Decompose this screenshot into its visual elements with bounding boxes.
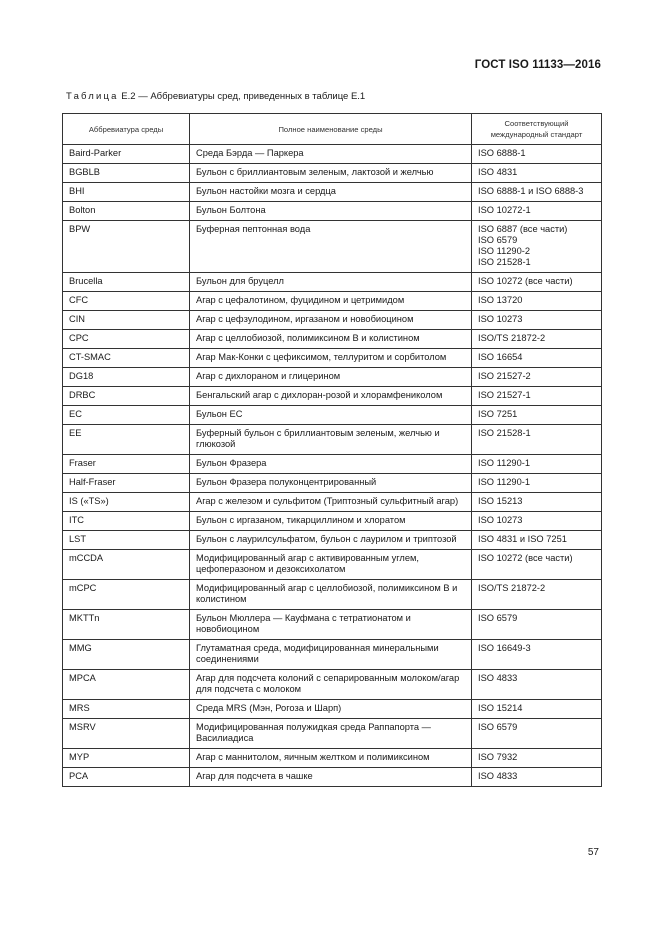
full-name-cell: Среда MRS (Мэн, Рогоза и Шарп)	[190, 700, 472, 719]
table-row	[63, 368, 602, 387]
full-name-cell: Модифицированный агар с активированным углем, цефоперазоном и дезоксихолатом	[190, 550, 472, 580]
standard-reference: ISO 10272 (все части)	[478, 276, 573, 286]
abbreviation-cell: CPC	[63, 330, 190, 349]
abbreviation-cell: EC	[63, 406, 190, 425]
full-name-cell: Агар с цефзулодином, иргазаном и новобиоцином	[190, 311, 472, 330]
table-row	[63, 387, 602, 406]
page-number: 57	[587, 847, 599, 858]
standard-cell	[472, 749, 602, 768]
standard-reference: ISO 13720	[478, 295, 523, 305]
standard-reference: ISO 21528-1	[478, 257, 531, 267]
abbreviation-cell: DRBC	[63, 387, 190, 406]
standard-reference: ISO 21527-1	[478, 390, 531, 400]
full-name-cell: Бульон с бриллиантовым зеленым, лактозой и желчью	[190, 164, 472, 183]
standard-cell	[472, 512, 602, 531]
table-row	[63, 512, 602, 531]
standard-cell	[472, 164, 602, 183]
abbreviation-cell: Half-Fraser	[63, 474, 190, 493]
abbreviation-cell: ITC	[63, 512, 190, 531]
full-name-cell: Бульон Фразера	[190, 455, 472, 474]
full-name-cell: Буферная пептонная вода	[190, 221, 472, 273]
standard-reference: ISO 4833	[478, 771, 518, 781]
table-row	[63, 164, 602, 183]
table-row	[63, 349, 602, 368]
full-name-cell: Агар для подсчета колоний с сепарированным молоком/агар для подсчета с молоком	[190, 670, 472, 700]
standard-reference: ISO 16649-3	[478, 643, 531, 653]
standard-cell	[472, 719, 602, 749]
standard-cell	[472, 221, 602, 273]
table-row	[63, 640, 602, 670]
standard-cell	[472, 474, 602, 493]
table-row	[63, 145, 602, 164]
abbreviation-cell: BGBLB	[63, 164, 190, 183]
standard-reference: ISO/TS 21872-2	[478, 333, 546, 343]
abbreviation-cell: Fraser	[63, 455, 190, 474]
full-name-cell: Бульон для бруцелл	[190, 273, 472, 292]
abbreviations-table	[62, 113, 602, 787]
standard-reference: ISO 6579	[478, 722, 518, 732]
table-header-row	[63, 114, 602, 145]
standard-cell	[472, 768, 602, 787]
abbreviation-cell: CFC	[63, 292, 190, 311]
full-name-cell: Модифицированный агар с целлобиозой, полимиксином В и колистином	[190, 580, 472, 610]
table-row	[63, 425, 602, 455]
standard-cell	[472, 368, 602, 387]
full-name-cell: Агар с целлобиозой, полимиксином В и колистином	[190, 330, 472, 349]
standard-reference: ISO 7932	[478, 752, 518, 762]
abbreviation-cell: CIN	[63, 311, 190, 330]
standard-cell	[472, 455, 602, 474]
full-name-cell: Агар для подсчета в чашке	[190, 768, 472, 787]
full-name-cell: Бульон настойки мозга и сердца	[190, 183, 472, 202]
table-row	[63, 531, 602, 550]
full-name-cell: Агар Мак-Конки с цефиксимом, теллуритом и сорбитолом	[190, 349, 472, 368]
full-name-cell: Бульон Болтона	[190, 202, 472, 221]
table-body	[63, 145, 602, 787]
full-name-cell: Бульон Мюллера — Кауфмана с тетратионатом и новобиоцином	[190, 610, 472, 640]
standard-cell	[472, 183, 602, 202]
standard-reference: ISO 6888-1 и ISO 6888-3	[478, 186, 584, 196]
table-row	[63, 550, 602, 580]
standard-reference: ISO 16654	[478, 352, 523, 362]
table-caption-label: Таблица	[66, 91, 119, 102]
full-name-cell: Бульон с лаурилсульфатом, бульон с лаурилом и триптозой	[190, 531, 472, 550]
table-row	[63, 719, 602, 749]
abbreviation-cell: mCPC	[63, 580, 190, 610]
abbreviation-cell: CT-SMAC	[63, 349, 190, 368]
standard-reference: ISO 11290-2	[478, 246, 531, 256]
standard-reference: ISO 7251	[478, 409, 518, 419]
standard-reference: ISO 11290-1	[478, 477, 531, 487]
standard-reference: ISO 21528-1	[478, 428, 531, 438]
table-row	[63, 493, 602, 512]
abbreviation-cell: Baird-Parker	[63, 145, 190, 164]
column-header-standard: Соответствующий международный стандарт	[472, 114, 602, 145]
standard-reference: ISO 4833	[478, 673, 518, 683]
table-row	[63, 311, 602, 330]
abbreviation-cell: MPCA	[63, 670, 190, 700]
standard-cell	[472, 311, 602, 330]
table-row	[63, 406, 602, 425]
standard-cell	[472, 531, 602, 550]
table-row	[63, 670, 602, 700]
standard-cell	[472, 406, 602, 425]
standard-reference: ISO 6579	[478, 613, 518, 623]
abbreviation-cell: DG18	[63, 368, 190, 387]
table-row	[63, 221, 602, 273]
column-header-abbreviation: Аббревиатура среды	[63, 114, 190, 145]
standard-cell	[472, 292, 602, 311]
table-caption-text: Е.2 — Аббревиатуры сред, приведенных в таблице Е.1	[118, 91, 366, 102]
abbreviation-cell: BPW	[63, 221, 190, 273]
standard-cell	[472, 700, 602, 719]
table-row	[63, 610, 602, 640]
standard-cell	[472, 610, 602, 640]
standard-cell	[472, 550, 602, 580]
full-name-cell: Бульон Фразера полуконцентрированный	[190, 474, 472, 493]
abbreviation-cell: EE	[63, 425, 190, 455]
column-header-full-name: Полное наименование среды	[190, 114, 472, 145]
full-name-cell: Буферный бульон с бриллиантовым зеленым, желчью и глюкозой	[190, 425, 472, 455]
standard-reference: ISO/TS 21872-2	[478, 583, 546, 593]
standard-reference: ISO 4831	[478, 167, 518, 177]
standard-reference: ISO 15213	[478, 496, 523, 506]
abbreviation-cell: Brucella	[63, 273, 190, 292]
table-row	[63, 700, 602, 719]
standard-reference: ISO 10272-1	[478, 205, 531, 215]
full-name-cell: Агар с маннитолом, яичным желтком и полимиксином	[190, 749, 472, 768]
standard-cell	[472, 580, 602, 610]
standard-cell	[472, 273, 602, 292]
full-name-cell: Агар с цефалотином, фуцидином и цетримидом	[190, 292, 472, 311]
full-name-cell: Модифицированная полужидкая среда Раппапорта — Василиадиса	[190, 719, 472, 749]
standard-reference: ISO 6888-1	[478, 148, 526, 158]
abbreviation-cell: Bolton	[63, 202, 190, 221]
standard-cell	[472, 349, 602, 368]
standard-reference: ISO 6579	[478, 235, 518, 245]
abbreviation-cell: LST	[63, 531, 190, 550]
abbreviation-cell: MYP	[63, 749, 190, 768]
standard-cell	[472, 493, 602, 512]
table-row	[63, 292, 602, 311]
standard-cell	[472, 670, 602, 700]
standard-cell	[472, 425, 602, 455]
abbreviation-cell: MSRV	[63, 719, 190, 749]
table-caption	[66, 91, 365, 102]
full-name-cell: Бульон с иргазаном, тикарциллином и хлоратом	[190, 512, 472, 531]
standard-reference: ISO 10273	[478, 314, 523, 324]
standard-reference: ISO 10273	[478, 515, 523, 525]
standard-cell	[472, 202, 602, 221]
standard-reference: ISO 10272 (все части)	[478, 553, 573, 563]
document-code: ГОСТ ISO 11133—2016	[474, 59, 601, 71]
table-row	[63, 474, 602, 493]
table-row	[63, 455, 602, 474]
standard-reference: ISO 11290-1	[478, 458, 531, 468]
standard-cell	[472, 387, 602, 406]
table-row	[63, 330, 602, 349]
table-row	[63, 202, 602, 221]
abbreviation-cell: PCA	[63, 768, 190, 787]
standard-reference: ISO 4831 и ISO 7251	[478, 534, 567, 544]
full-name-cell: Среда Бэрда — Паркера	[190, 145, 472, 164]
abbreviation-cell: MMG	[63, 640, 190, 670]
abbreviation-cell: mCCDA	[63, 550, 190, 580]
table-row	[63, 749, 602, 768]
abbreviation-cell: IS («TS»)	[63, 493, 190, 512]
standard-cell	[472, 640, 602, 670]
table-row	[63, 580, 602, 610]
standard-reference: ISO 6887 (все части)	[478, 224, 568, 234]
abbreviation-cell: MKTTn	[63, 610, 190, 640]
full-name-cell: Глутаматная среда, модифицированная минеральными соединениями	[190, 640, 472, 670]
abbreviation-cell: BHI	[63, 183, 190, 202]
full-name-cell: Агар с железом и сульфитом (Триптозный сульфитный агар)	[190, 493, 472, 512]
table-row	[63, 768, 602, 787]
full-name-cell: Бенгальский агар с дихлоран-розой и хлорамфениколом	[190, 387, 472, 406]
full-name-cell: Бульон ЕС	[190, 406, 472, 425]
abbreviation-cell: MRS	[63, 700, 190, 719]
table-row	[63, 273, 602, 292]
standard-reference: ISO 15214	[478, 703, 523, 713]
standard-reference: ISO 21527-2	[478, 371, 531, 381]
standard-cell	[472, 145, 602, 164]
full-name-cell: Агар с дихлораном и глицерином	[190, 368, 472, 387]
standard-cell	[472, 330, 602, 349]
table-row	[63, 183, 602, 202]
